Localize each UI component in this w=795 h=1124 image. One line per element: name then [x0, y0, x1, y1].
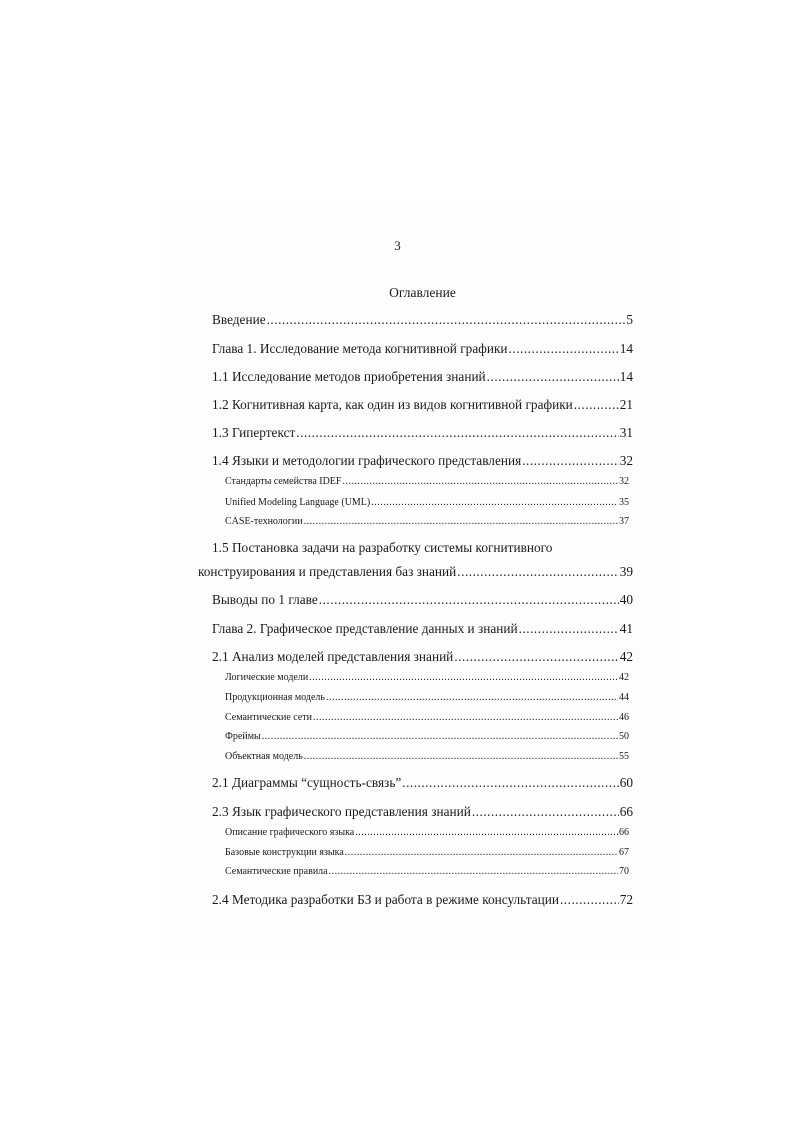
- dot-leader: [345, 847, 618, 858]
- dot-leader: [296, 425, 618, 441]
- toc-entry[interactable]: [212, 397, 633, 413]
- toc-entry-label: Описание графического языка: [225, 827, 355, 838]
- toc-entry[interactable]: [212, 649, 633, 665]
- toc-entry-label: Семантические сети: [225, 712, 313, 723]
- toc-entry[interactable]: [212, 312, 633, 328]
- toc-entry-page: 66: [619, 827, 629, 838]
- dot-leader: [402, 775, 618, 791]
- toc-entry-label: Глава 1. Исследование метода когнитивной графики: [212, 341, 508, 356]
- dot-leader: [313, 712, 618, 723]
- toc-entry-page: 14: [619, 369, 633, 384]
- toc-entry-label: Введение: [212, 312, 266, 327]
- toc-entry-page: 60: [619, 775, 633, 790]
- toc-entry[interactable]: [225, 476, 629, 487]
- toc-entry-page: 42: [619, 672, 629, 683]
- toc-entry[interactable]: [212, 775, 633, 791]
- toc-entry-label: 2.1 Анализ моделей представления знаний: [212, 649, 454, 664]
- dot-leader: [262, 731, 618, 742]
- dot-leader: [329, 866, 618, 877]
- toc-entry[interactable]: [225, 751, 629, 762]
- toc-entry-page: 50: [619, 731, 629, 742]
- dot-leader: [522, 453, 619, 469]
- toc-entry[interactable]: [225, 866, 629, 877]
- dot-leader: [267, 312, 626, 328]
- dot-leader: [519, 621, 619, 637]
- toc-entry-label: 2.1 Диаграммы “сущность-связь”: [212, 775, 402, 790]
- toc-entry-page: 55: [619, 751, 629, 762]
- toc-entry-label: Семантические правила: [225, 866, 328, 877]
- toc-entry-label: Глава 2. Графическое представление данных и знаний: [212, 621, 518, 636]
- toc-entry[interactable]: [212, 892, 633, 908]
- dot-leader: [457, 564, 618, 580]
- dot-leader: [560, 892, 619, 908]
- dot-leader: [487, 369, 619, 385]
- toc-entry-line1: 1.5 Постановка задачи на разработку системы когнитивного: [212, 540, 553, 555]
- toc-entry-label: 1.3 Гипертекст: [212, 425, 296, 440]
- toc-entry-page: 14: [619, 341, 633, 356]
- toc-entry[interactable]: [212, 804, 633, 820]
- toc-entry[interactable]: [212, 341, 633, 357]
- toc-entry-label: конструирования и представления баз знаний: [198, 564, 457, 579]
- toc-entry-label: Логические модели: [225, 672, 309, 683]
- toc-entry-page: 39: [619, 564, 633, 579]
- dot-leader: [304, 751, 618, 762]
- dot-leader: [319, 592, 619, 608]
- toc-entry-page: 46: [619, 712, 629, 723]
- dot-leader: [309, 672, 618, 683]
- dot-leader: [472, 804, 619, 820]
- toc-entry[interactable]: [225, 847, 629, 858]
- toc-entry-label: Стандарты семейства IDEF: [225, 476, 342, 487]
- toc-entry[interactable]: [225, 516, 629, 527]
- toc-entry-label: 1.2 Когнитивная карта, как один из видов когнитивной графики: [212, 397, 573, 412]
- toc-entry[interactable]: [225, 712, 629, 723]
- toc-entry-page: 70: [619, 866, 629, 877]
- toc-entry[interactable]: [212, 369, 633, 385]
- toc-entry-page: 31: [619, 425, 633, 440]
- toc-entry[interactable]: [225, 672, 629, 683]
- toc-entry-page: 66: [619, 804, 633, 819]
- toc-entry-label: 2.4 Методика разработки БЗ и работа в режиме консультации: [212, 892, 559, 907]
- toc-entry-label: Объектная модель: [225, 751, 303, 762]
- toc-entry-page: 32: [619, 476, 629, 487]
- toc-entry[interactable]: [225, 731, 629, 742]
- toc-entry-label: Unified Modeling Language (UML): [225, 497, 371, 508]
- dot-leader: [355, 827, 618, 838]
- toc-entry-page: 32: [619, 453, 633, 468]
- toc-entry[interactable]: [212, 425, 633, 441]
- toc-entry[interactable]: [225, 692, 629, 703]
- toc-entry-page: 5: [626, 312, 633, 327]
- toc-entry-page: 35: [619, 497, 629, 508]
- toc-entry-label: Выводы по 1 главе: [212, 592, 318, 607]
- toc-entry-page: 67: [619, 847, 629, 858]
- toc-entry-page: 37: [619, 516, 629, 527]
- toc-entry-page: 72: [619, 892, 633, 907]
- toc-entry-label: CASE-технологии: [225, 516, 303, 527]
- dot-leader: [371, 497, 618, 508]
- toc-entry-label: 1.1 Исследование методов приобретения знаний: [212, 369, 486, 384]
- toc-entry-page: 21: [619, 397, 633, 412]
- toc-entry-page: 44: [619, 692, 629, 703]
- dot-leader: [342, 476, 618, 487]
- toc-entry-page: 41: [619, 621, 633, 636]
- toc-entry[interactable]: [225, 497, 629, 508]
- toc-entry-page: 40: [619, 592, 633, 607]
- dot-leader: [509, 341, 619, 357]
- toc-entry-label: 1.4 Языки и методологии графического представления: [212, 453, 522, 468]
- toc-entry[interactable]: [212, 592, 633, 608]
- toc-entry-page: 42: [619, 649, 633, 664]
- toc-title: Оглавление: [389, 285, 456, 300]
- toc-entry[interactable]: [198, 564, 633, 580]
- toc-entry-label: 2.3 Язык графического представления знаний: [212, 804, 471, 819]
- page-number: 3: [394, 238, 401, 253]
- toc-entry[interactable]: [212, 621, 633, 637]
- toc-entry[interactable]: [225, 827, 629, 838]
- toc-entry-label: Продукционная модель: [225, 692, 325, 703]
- toc-entry-label: Базовые конструкции языка: [225, 847, 344, 858]
- dot-leader: [574, 397, 619, 413]
- dot-leader: [304, 516, 618, 527]
- dot-leader: [454, 649, 618, 665]
- dot-leader: [326, 692, 618, 703]
- toc-entry-label: Фреймы: [225, 731, 261, 742]
- toc-entry[interactable]: [212, 453, 633, 469]
